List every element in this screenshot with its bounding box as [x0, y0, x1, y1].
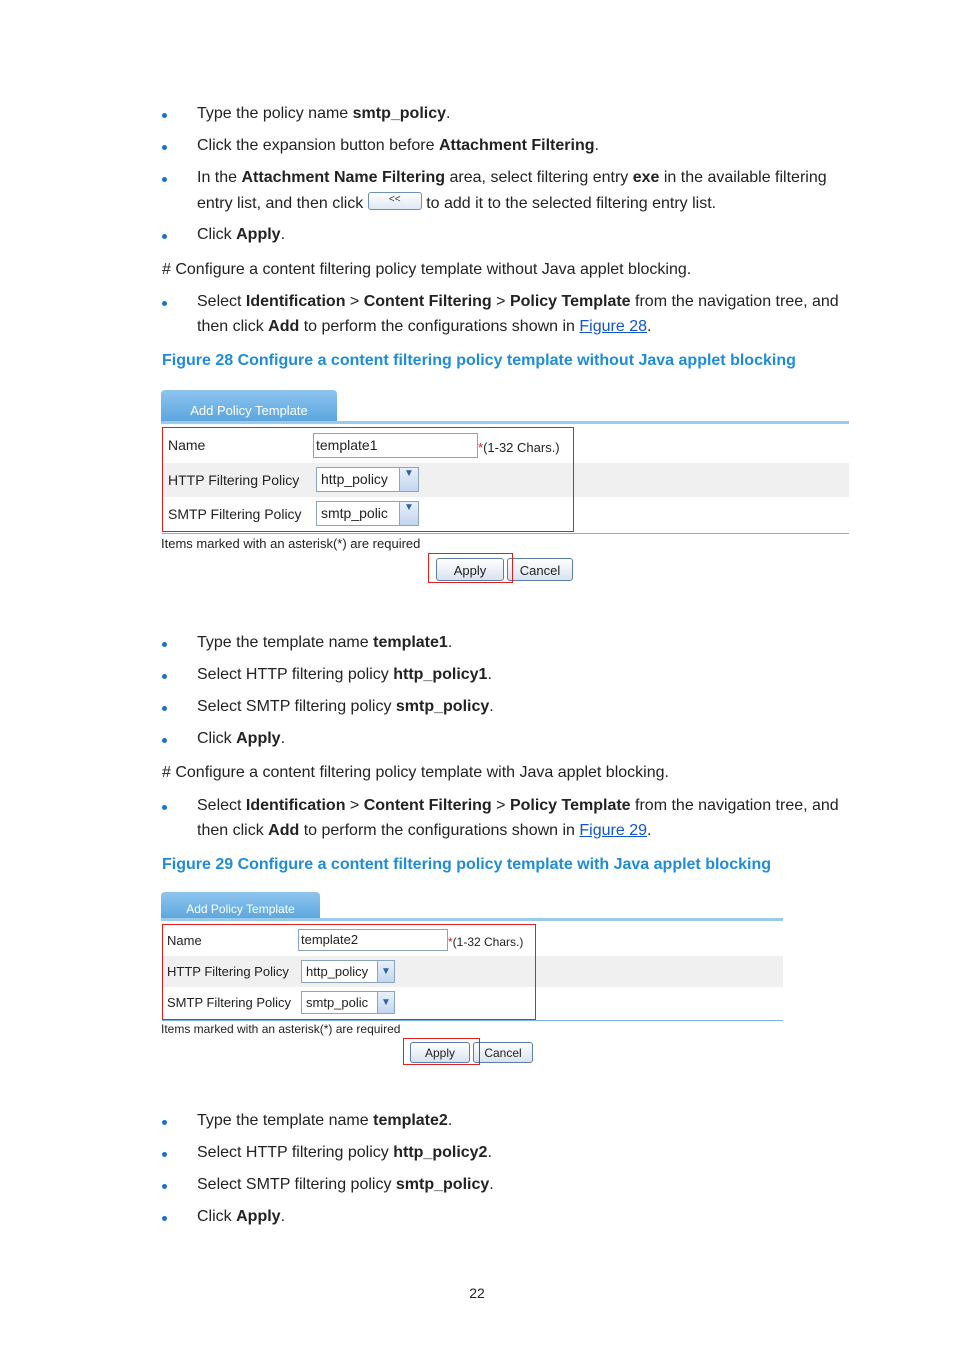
bullet-icon [162, 145, 167, 150]
bullet-icon [162, 805, 167, 810]
fig28-required-note: Items marked with an asterisk(*) are required [161, 536, 421, 551]
figure-29-link[interactable]: Figure 29 [579, 822, 647, 839]
fig29-header-rule [161, 918, 783, 921]
fig28-header-rule [161, 421, 849, 424]
step2-bullet-3: Select SMTP filtering policy smtp_policy. [197, 698, 494, 715]
bullet-icon [162, 1184, 167, 1189]
figure-28-link[interactable]: Figure 28 [579, 318, 647, 335]
fig29-http-value: http_policy [306, 964, 369, 979]
bullet-icon [162, 1120, 167, 1125]
fig29-cancel-button[interactable]: Cancel [473, 1042, 533, 1063]
move-left-button[interactable]: << [368, 192, 422, 210]
bullet-icon [162, 738, 167, 743]
step3-bullet-3: Select SMTP filtering policy smtp_policy. [197, 1176, 494, 1193]
fig29-name-input[interactable]: template2 [298, 929, 448, 951]
step1-bullet-3-line2: entry list, and then click << to add it to the selected filtering entry list. [197, 193, 717, 212]
bullet-icon [162, 113, 167, 118]
chevron-down-icon[interactable]: ▼ [377, 961, 394, 982]
bullet-icon [162, 706, 167, 711]
fig29-apply-button[interactable]: Apply [410, 1042, 470, 1063]
step1-bullet-2: Click the expansion button before Attachment Filtering. [197, 137, 599, 154]
fig28-apply-button[interactable]: Apply [436, 558, 504, 581]
fig28-smtp-value: smtp_polic [321, 505, 388, 521]
fig29-required-note: Items marked with an asterisk(*) are required [161, 1022, 401, 1036]
fig29-smtp-label: SMTP Filtering Policy [167, 995, 292, 1010]
step3-bullet-2: Select HTTP filtering policy http_policy2. [197, 1144, 492, 1161]
bullet-icon [162, 1216, 167, 1221]
section2-intro: # Configure a content filtering policy template with Java applet blocking. [162, 764, 669, 781]
fig29-smtp-value: smtp_polic [306, 995, 369, 1010]
step2-bullet-1: Type the template name template1. [197, 634, 453, 651]
step3-bullet-4: Click Apply. [197, 1208, 286, 1225]
fig29-tab[interactable]: Add Policy Template [161, 892, 320, 920]
fig29-required-hint: *(1-32 Chars.) [448, 935, 524, 949]
bullet-icon [162, 301, 167, 306]
chevron-down-icon[interactable]: ▼ [399, 502, 418, 525]
fig29-apply-highlight [403, 1038, 480, 1065]
step1-bullet-4: Click Apply. [197, 226, 286, 243]
fig28-http-value: http_policy [321, 471, 388, 487]
bullet-icon [162, 674, 167, 679]
fig28-required-hint: *(1-32 Chars.) [478, 440, 560, 455]
step2-bullet-4: Click Apply. [197, 730, 286, 747]
fig28-smtp-label: SMTP Filtering Policy [168, 506, 302, 522]
fig28-http-label: HTTP Filtering Policy [168, 472, 300, 488]
section1-intro: # Configure a content filtering policy template without Java applet blocking. [162, 261, 692, 278]
fig28-apply-highlight [428, 553, 513, 583]
page-number: 22 [469, 1285, 485, 1301]
bullet-icon [162, 234, 167, 239]
bullet-icon [162, 642, 167, 647]
step2-bullet-2: Select HTTP filtering policy http_policy1. [197, 666, 492, 683]
step1-bullet-1: Type the policy name smtp_policy. [197, 105, 451, 122]
chevron-down-icon[interactable]: ▼ [399, 468, 418, 491]
bullet-icon [162, 177, 167, 182]
fig28-bottom-rule [162, 533, 849, 534]
section2-line1: Select Identification > Content Filtering > Policy Template from the navigation tree, and [197, 797, 839, 814]
section1-line2: then click Add to perform the configurations shown in Figure 28. [197, 318, 652, 335]
chevron-down-icon[interactable]: ▼ [377, 992, 394, 1013]
fig28-name-input[interactable]: template1 [313, 433, 478, 458]
fig28-fields-highlight [162, 427, 574, 532]
fig29-http-label: HTTP Filtering Policy [167, 964, 289, 979]
step3-bullet-1: Type the template name template2. [197, 1112, 453, 1129]
fig28-name-label: Name [168, 437, 206, 453]
figure-29-caption: Figure 29 Configure a content filtering policy template with Java applet blocking [162, 856, 771, 873]
step1-bullet-3-line1: In the Attachment Name Filtering area, select filtering entry exe in the available filtering [197, 169, 827, 186]
fig29-bottom-rule [162, 1020, 783, 1021]
fig28-cancel-button[interactable]: Cancel [507, 558, 573, 581]
section2-line2: then click Add to perform the configurations shown in Figure 29. [197, 822, 652, 839]
fig29-fields-highlight [162, 924, 536, 1020]
fig28-tab[interactable]: Add Policy Template [161, 390, 337, 422]
section1-line1: Select Identification > Content Filtering > Policy Template from the navigation tree, and [197, 293, 839, 310]
figure-28-caption: Figure 28 Configure a content filtering policy template without Java applet blocking [162, 352, 796, 369]
bullet-icon [162, 1152, 167, 1157]
fig29-name-label: Name [167, 933, 202, 948]
